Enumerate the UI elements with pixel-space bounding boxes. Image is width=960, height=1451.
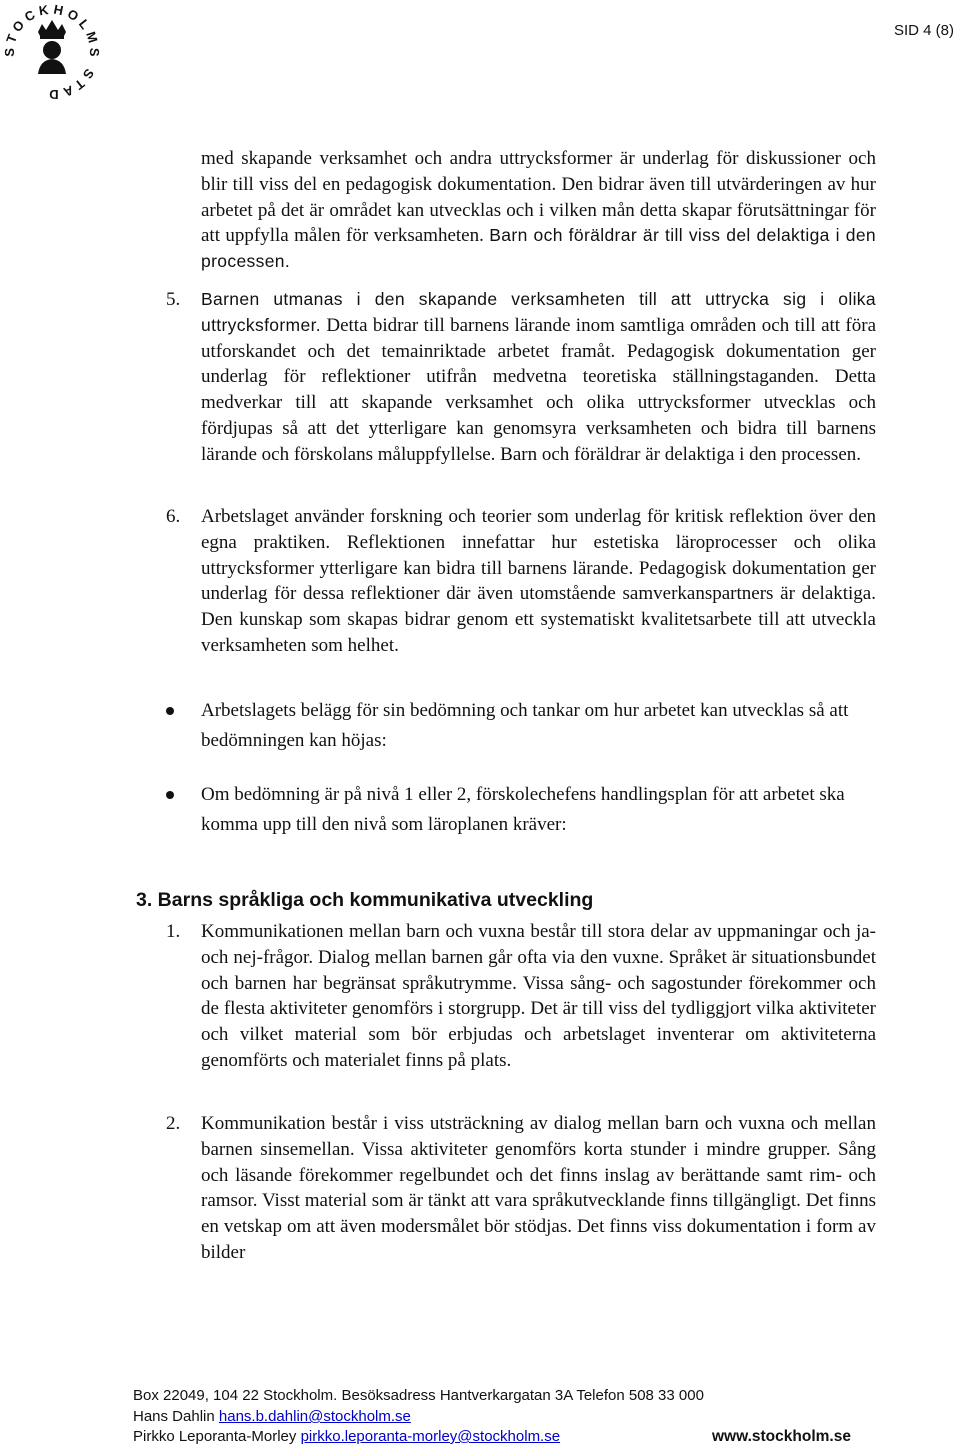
- logo-text: STOCKHOLMS STAD: [2, 2, 102, 102]
- section3-item-2-text: Kommunikation består i viss utsträckning av dialog mellan barn och vuxna och mellan barnen sinsemellan. Vissa aktiviteter genomförs korta stunder i mindre grupper. Sång och läsande förekommer regelbundet och det finns inslag av berättande samt rim- och ramsor. Visst material som är tänkt att vara språkutvecklande finns tillgängligt. Det finns en vetskap om att även modersmålet bör stödjas. Det finns viss dokumentation i form av bilder: [201, 1113, 876, 1263]
- section-heading: 3. Barns språkliga och kommunikativa utveckling: [136, 889, 594, 911]
- bullet-icon: [166, 707, 174, 715]
- item-5-sans: Barnen utmanas i den skapande verksamheten till att uttrycka sig i olika uttrycksformer.: [201, 289, 876, 335]
- contact-1-email-link[interactable]: hans.b.dahlin@stockholm.se: [218, 1408, 411, 1425]
- intro-text-serif: med skapande verksamhet och andra uttrycksformer är underlag för diskussioner och blir till viss del en pedagogisk dokumentation. Den bidrar även till utvärderingen av hur arbetet på det är området kan utvecklas och i vilken mån detta skapar förutsättningar för att uppfylla målen för verksamheten.: [201, 148, 876, 247]
- page-number: SID 4 (8): [893, 22, 954, 39]
- contact-2-email-link[interactable]: pirkko.leporanta-morley@stockholm.se: [300, 1428, 561, 1445]
- contact-1-name: Hans Dahlin: [133, 1408, 215, 1425]
- section3-item-number-2: 2.: [166, 1113, 181, 1134]
- section3-item-number-1: 1.: [166, 921, 181, 942]
- footer-address: Box 22049, 104 22 Stockholm. Besöksadress Hantverkargatan 3A Telefon 508 33 000: [133, 1387, 704, 1404]
- intro-text-sans: Barn och föräldrar är till viss del delaktiga i den processen.: [201, 225, 877, 272]
- footer-contact-2: [133, 1428, 560, 1445]
- bullet-assessment: Arbetslagets belägg för sin bedömning och tankar om hur arbetet kan utvecklas så att bedömningen kan höjas:: [201, 700, 849, 751]
- footer-contact-1: [133, 1408, 411, 1425]
- bullet-action-plan: Om bedömning är på nivå 1 eller 2, förskolechefens handlingsplan för att arbetet ska komma upp till den nivå som läroplanen kräver:: [201, 784, 845, 835]
- item-number-6: 6.: [166, 506, 181, 527]
- item-5-text: [201, 287, 876, 468]
- bullet-icon: [166, 791, 174, 799]
- contact-2-name: Pirkko Leporanta-Morley: [133, 1428, 297, 1445]
- footer-website[interactable]: www.stockholm.se: [712, 1428, 851, 1445]
- intro-paragraph: [201, 146, 876, 275]
- item-number-5: 5.: [166, 289, 181, 310]
- section3-item-1-text: Kommunikationen mellan barn och vuxna består till stora delar av uppmaningar och ja- och nej-frågor. Dialog mellan barnen går ofta via den vuxne. Språket är situationsbundet och barnen har begränsat språkutrymme. Vissa sång- och sagostunder förekommer och de flesta aktiviteter genomförs i storgrupp. Det är till viss del tydliggjort vilka aktiviteter och vilket material som bör erbjudas och arbetslaget inventerar om aktiviteterna genomförts och materialet finns på plats.: [201, 921, 876, 1071]
- item-5-body: Detta bidrar till barnens lärande inom samtliga områden och till att föra utforskandet och det temainriktade arbetet framåt. Pedagogisk dokumentation ger underlag för reflektioner utifrån medvetna teoretiska ställningstaganden. Detta medverkar till att skapande verksamhet och olika uttrycksformer utvecklas och fördjupas så att det ytterligare kan genomsyra verksamheten och bidra till barnens lärande och förskolans måluppfyllelse. Barn och föräldrar är delaktiga i den processen.: [201, 314, 877, 465]
- item-6-text: Arbetslaget använder forskning och teorier som underlag för kritisk reflektion över den egna praktiken. Reflektionen innefattar hur estetiska läroprocesser och olika uttrycksformer ytterligare kan bidra till barnens lärande. Pedagogisk dokumentation ger underlag för dessa reflektioner där även utomstående samverkanspartners är delaktiga. Den kunskap som skapas bidrar genom ett systematiskt kvalitetsarbete till att utveckla verksamheten som helhet.: [201, 506, 876, 656]
- stockholms-stad-logo: [2, 2, 102, 102]
